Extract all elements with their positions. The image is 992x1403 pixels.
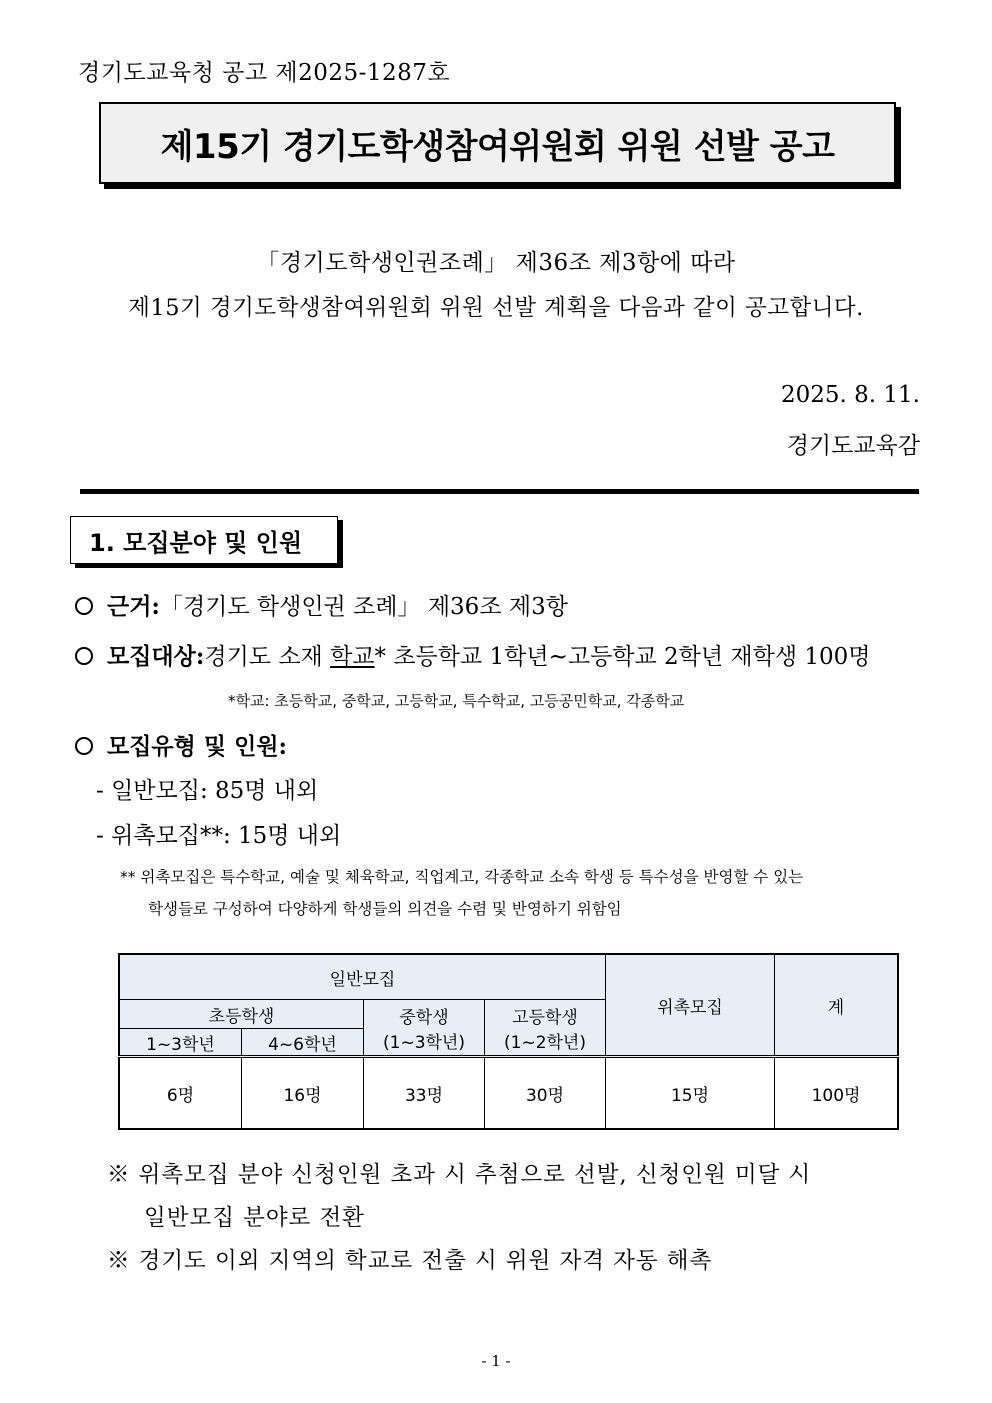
type-label: 모집유형 및 인원: xyxy=(107,733,288,760)
section-heading-box xyxy=(70,516,338,564)
notice-number: 경기도교육청 공고 제2025-1287호 xyxy=(78,60,451,86)
recruitment-table xyxy=(118,953,899,1130)
issuer: 경기도교육감 xyxy=(786,433,920,459)
commissioned-recruit: - 위촉모집**: 15명 내외 xyxy=(96,823,342,849)
table-cell: 6명 xyxy=(119,1057,242,1130)
target-prefix: 경기도 소재 xyxy=(204,644,331,670)
commissioned-note xyxy=(120,861,920,925)
notice-date: 2025. 8. 11. xyxy=(781,382,920,408)
type-item xyxy=(75,728,287,761)
grade-4-6-header: 4~6학년 xyxy=(242,1029,364,1057)
table-cell: 16명 xyxy=(242,1057,364,1130)
note-1-line-2: 일반모집 분야로 전환 xyxy=(144,1205,365,1231)
note-line-2: 학생들로 구성하여 다양하게 학생들의 의견을 수렴 및 반영하기 위함임 xyxy=(148,900,622,918)
title-box xyxy=(99,102,896,184)
target-label: 모집대상: xyxy=(107,643,205,670)
section-title: 1. 모집분야 및 인원 xyxy=(89,528,303,557)
circle-bullet-icon xyxy=(75,647,93,665)
high-label: 고등학생 xyxy=(512,1007,578,1028)
target-school: 학교 xyxy=(330,644,375,670)
page-title: 제15기 경기도학생참여위원회 위원 선발 공고 xyxy=(160,126,835,167)
target-footnote: *학교: 초등학교, 중학교, 고등학교, 특수학교, 고등공민학교, 각종학교 xyxy=(228,692,685,710)
commissioned-header: 위촉모집 xyxy=(606,954,775,1057)
table-cell: 15명 xyxy=(606,1057,775,1130)
grade-1-3-header: 1~3학년 xyxy=(119,1029,242,1057)
target-suffix: * 초등학교 1학년~고등학교 2학년 재학생 100명 xyxy=(374,644,871,670)
total-header: 계 xyxy=(775,954,899,1057)
middle-grade: (1~3학년) xyxy=(383,1032,465,1053)
general-header: 일반모집 xyxy=(119,954,606,1000)
basis-item xyxy=(75,588,568,621)
basis-label: 근거: xyxy=(107,593,160,620)
circle-bullet-icon xyxy=(75,737,93,755)
divider xyxy=(80,489,919,494)
middle-header xyxy=(364,1000,485,1057)
note-line-1: ** 위촉모집은 특수학교, 예술 및 체육학교, 직업계고, 각종학교 소속 학생 등 특수성을 반영할 수 있는 xyxy=(120,868,804,886)
circle-bullet-icon xyxy=(75,597,93,615)
intro-line-1: 「경기도학생인권조례」 제36조 제3항에 따라 xyxy=(256,250,736,276)
general-recruit: - 일반모집: 85명 내외 xyxy=(96,778,319,804)
high-header xyxy=(485,1000,606,1057)
target-item xyxy=(75,638,871,671)
elementary-header: 초등학생 xyxy=(119,1000,364,1029)
note-1-line-1: ※ 위촉모집 분야 신청인원 초과 시 추첨으로 선발, 신청인원 미달 시 xyxy=(107,1162,812,1188)
middle-label: 중학생 xyxy=(399,1007,449,1028)
intro-line-2: 제15기 경기도학생참여위원회 위원 선발 계획을 다음과 같이 공고합니다. xyxy=(128,295,864,321)
basis-text: 「경기도 학생인권 조례」 제36조 제3항 xyxy=(159,594,568,620)
high-grade: (1~2학년) xyxy=(504,1032,586,1053)
table-cell: 33명 xyxy=(364,1057,485,1130)
note-2: ※ 경기도 이외 지역의 학교로 전출 시 위원 자격 자동 해촉 xyxy=(107,1248,713,1274)
table-cell: 30명 xyxy=(485,1057,606,1130)
table-cell: 100명 xyxy=(775,1057,899,1130)
page-number: - 1 - xyxy=(481,1352,511,1370)
